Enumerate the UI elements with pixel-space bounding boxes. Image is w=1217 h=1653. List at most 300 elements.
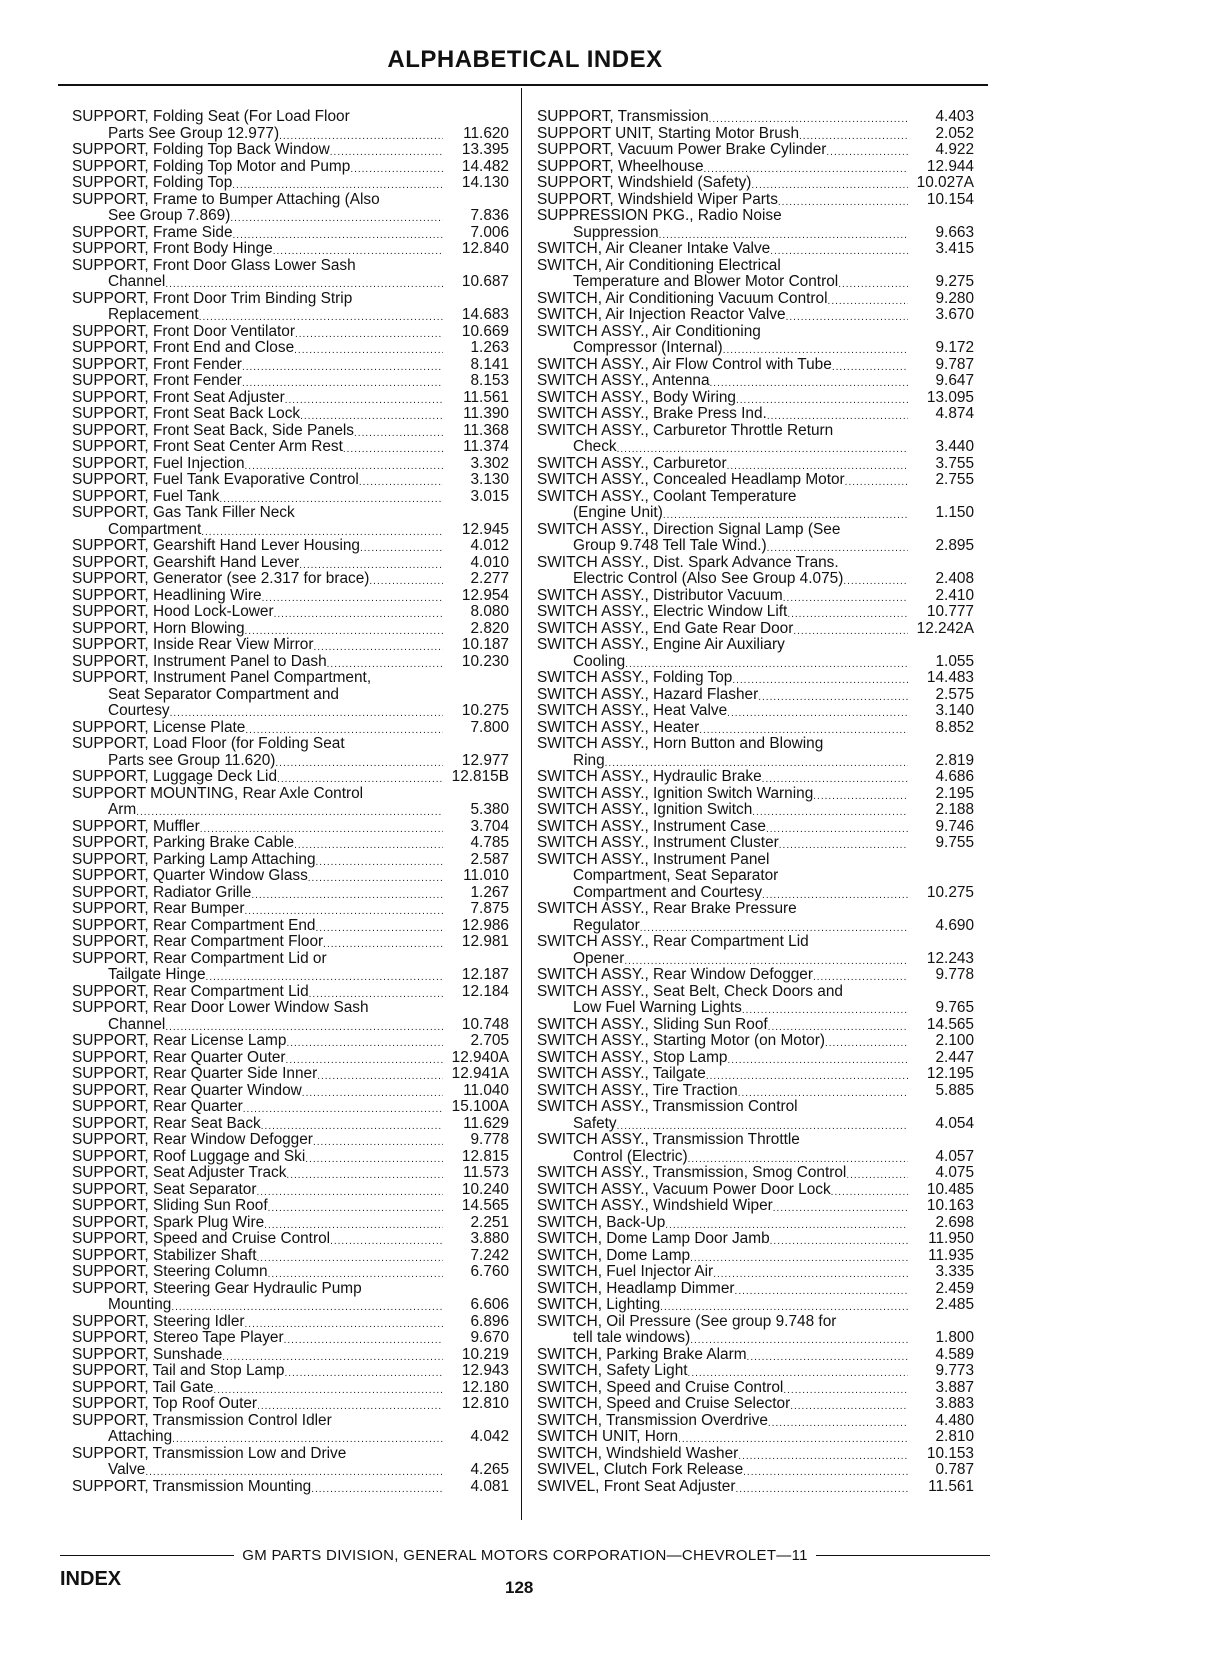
index-entry [537, 1479, 974, 1496]
dot-leader [343, 439, 443, 456]
index-entry-text: SUPPORT, Horn Blowing [72, 619, 245, 637]
index-entry-group-number: 4.686 [935, 768, 974, 785]
dot-leader [327, 654, 443, 671]
index-entry-group-number: 2.188 [935, 801, 974, 818]
index-entry [537, 1363, 974, 1380]
index-entry-group-number: 10.275 [461, 702, 509, 719]
index-entry [72, 423, 509, 440]
dot-leader [688, 1363, 908, 1380]
index-entry-group-number: 12.810 [461, 1395, 509, 1412]
index-entry-group-number: 7.006 [470, 223, 509, 241]
dot-leader [261, 1116, 443, 1133]
index-entry [537, 967, 974, 984]
index-entry [72, 1198, 509, 1215]
index-entry-text: SWITCH, Dome Lamp Door Jamb [537, 1230, 770, 1247]
index-entry-text: SWITCH, Air Injection Reactor Valve [537, 306, 786, 323]
index-entry-group-number: 12.944 [926, 157, 974, 175]
index-entry-group-number: 3.887 [935, 1378, 974, 1396]
index-entry-text: Cooling [573, 652, 626, 670]
dot-leader [778, 192, 908, 209]
index-entry-group-number: 10.153 [926, 1444, 974, 1462]
index-entry-text: SWITCH, Air Conditioning Electrical [537, 256, 781, 274]
index-entry-group-number: 14.130 [461, 174, 509, 191]
index-entry [72, 439, 509, 456]
index-entry-text: SWITCH ASSY., Body Wiring [537, 388, 736, 406]
index-entry-text: SUPPORT, Wheelhouse [537, 157, 704, 175]
index-entry-group-number: 10.777 [926, 603, 974, 620]
index-entry-text: SUPPORT, Stabilizer Shaft [72, 1246, 257, 1264]
index-entry-group-number: 10.187 [461, 636, 509, 653]
index-entry [537, 1050, 974, 1067]
index-entry-group-number: 2.100 [935, 1032, 974, 1049]
index-entry [537, 1165, 974, 1182]
index-entry [537, 868, 974, 885]
index-entry-text: Check [573, 438, 617, 455]
index-entry-text: SUPPORT, Front End and Close [72, 339, 295, 356]
dot-leader [330, 1231, 443, 1248]
dot-leader [813, 786, 908, 803]
index-entry [537, 1413, 974, 1430]
index-entry [537, 522, 974, 539]
index-entry-group-number: 14.483 [926, 669, 974, 686]
index-entry-group-number: 9.647 [935, 372, 974, 389]
footer-publisher: GM PARTS DIVISION, GENERAL MOTORS CORPORATION—CHEVROLET—11 [242, 1546, 808, 1564]
index-entry [537, 588, 974, 605]
index-entry [72, 654, 509, 671]
index-entry-group-number: 2.820 [470, 619, 509, 637]
index-entry-group-number: 3.880 [470, 1230, 509, 1247]
index-entry-group-number: 9.755 [935, 834, 974, 851]
index-entry-group-number: 3.440 [935, 438, 974, 455]
dot-leader [242, 373, 443, 390]
index-entry-group-number: 4.042 [470, 1428, 509, 1445]
index-entry-text: SUPPORT, Transmission Mounting [72, 1477, 312, 1495]
index-entry-text: Mounting [108, 1296, 172, 1313]
dot-leader [790, 1396, 908, 1413]
index-entry [72, 819, 509, 836]
index-entry-group-number: 8.141 [470, 355, 509, 373]
dot-leader [243, 1099, 443, 1116]
index-entry-text: SUPPORT, Front Fender [72, 372, 242, 389]
index-entry [537, 1429, 974, 1446]
index-entry-text: SWITCH ASSY., Folding Top [537, 669, 733, 686]
index-entry [72, 1330, 509, 1347]
index-entry-group-number: 10.027A [916, 174, 974, 191]
index-entry-text: SUPPORT, Folding Seat (For Load Floor [72, 109, 350, 125]
index-entry-group-number: 7.800 [470, 718, 509, 736]
dot-leader [145, 1462, 443, 1479]
index-entry-text: SUPPRESSION PKG., Radio Noise [537, 207, 782, 224]
dot-leader [786, 307, 908, 324]
index-entry [72, 918, 509, 935]
index-entry [537, 456, 974, 473]
index-entry [537, 1264, 974, 1281]
index-entry [537, 1396, 974, 1413]
section-label: INDEX [60, 1568, 122, 1590]
index-entry-text: Replacement [108, 306, 199, 323]
index-entry-group-number: 9.663 [935, 223, 974, 241]
dot-leader [710, 373, 908, 390]
dot-leader [846, 1165, 908, 1182]
index-entry-text: SUPPORT, Quarter Window Glass [72, 867, 308, 884]
dot-leader [832, 357, 908, 374]
dot-leader [743, 1462, 908, 1479]
index-entry-text: Safety [573, 1114, 617, 1132]
index-entry-group-number: 11.561 [928, 1477, 974, 1495]
dot-leader [768, 1017, 908, 1034]
index-entry-group-number: 10.219 [461, 1345, 509, 1363]
dot-leader [663, 505, 908, 522]
index-entry-group-number: 2.251 [470, 1213, 509, 1231]
index-entry [72, 340, 509, 357]
dot-leader [171, 1297, 443, 1314]
index-entry [72, 522, 509, 539]
dot-leader [369, 571, 443, 588]
index-entry-text: SUPPORT, License Plate [72, 718, 246, 736]
index-entry-group-number: 12.187 [461, 966, 509, 983]
index-entry-group-number: 5.885 [935, 1081, 974, 1099]
index-entry-text: SWITCH ASSY., End Gate Rear Door [537, 619, 794, 637]
index-entry [537, 241, 974, 258]
index-entry-group-number: 12.986 [461, 916, 509, 934]
index-entry-group-number: 12.242A [916, 619, 974, 637]
index-entry-text: SUPPORT, Folding Top Motor and Pump [72, 157, 351, 175]
index-entry-group-number: 6.606 [470, 1296, 509, 1313]
index-entry-text: SUPPORT, Muffler [72, 817, 200, 835]
dot-leader [294, 835, 443, 852]
index-entry [537, 934, 974, 951]
index-entry-text: SUPPORT, Windshield Wiper Parts [537, 190, 778, 208]
dot-leader [762, 885, 908, 902]
dot-leader [294, 340, 443, 357]
dot-leader [233, 225, 443, 242]
index-entry-text: SUPPORT, Sliding Sun Roof [72, 1197, 268, 1214]
index-entry-text: SWITCH ASSY., Horn Button and Blowing [537, 735, 824, 752]
index-entry-group-number: 11.573 [463, 1164, 509, 1181]
index-entry-group-number: 12.943 [461, 1362, 509, 1379]
index-entry [72, 241, 509, 258]
index-entry [537, 1000, 974, 1017]
index-entry-group-number: 12.815 [461, 1147, 509, 1165]
index-entry-text: SUPPORT, Fuel Tank [72, 487, 220, 505]
index-entry-text: tell tale windows) [573, 1329, 691, 1346]
index-entry-group-number: 9.765 [935, 999, 974, 1016]
index-entry-text: SWITCH, Headlamp Dimmer [537, 1279, 735, 1297]
index-entry-text: SUPPORT, Steering Gear Hydraulic Pump [72, 1279, 362, 1297]
index-entry-text: Electric Control (Also See Group 4.075) [573, 570, 844, 587]
dot-leader [838, 274, 908, 291]
index-entry-text: SWITCH ASSY., Stop Lamp [537, 1048, 728, 1066]
index-entry-text: SWITCH ASSY., Instrument Cluster [537, 834, 779, 851]
index-entry-text: SUPPORT, Load Floor (for Folding Seat [72, 735, 345, 752]
index-entry-text: SWITCH ASSY., Concealed Headlamp Motor [537, 471, 845, 488]
index-entry-text: SWITCH ASSY., Heat Valve [537, 702, 728, 719]
page-title: ALPHABETICAL INDEX [387, 46, 663, 73]
index-entry [537, 885, 974, 902]
index-entry-text: SWITCH ASSY., Vacuum Power Door Lock [537, 1180, 831, 1198]
index-entry-group-number: 11.935 [928, 1246, 974, 1264]
index-entry [72, 142, 509, 159]
index-entry-group-number: 11.040 [463, 1081, 509, 1099]
index-entry [72, 225, 509, 242]
dot-leader [751, 175, 908, 192]
index-entry [537, 258, 974, 275]
index-entry [72, 1248, 509, 1265]
index-entry-text: Courtesy [108, 702, 170, 719]
index-entry [72, 670, 509, 687]
index-entry-text: Compartment, Seat Separator [573, 867, 779, 884]
index-entry [537, 1248, 974, 1265]
index-entry [537, 654, 974, 671]
index-entry [537, 357, 974, 374]
dot-leader [735, 1281, 908, 1298]
index-entry-group-number: 4.480 [935, 1411, 974, 1429]
dot-leader [813, 967, 908, 984]
index-entry [537, 142, 974, 159]
dot-leader [359, 472, 443, 489]
index-entry-group-number: 9.778 [935, 966, 974, 983]
index-entry [537, 1198, 974, 1215]
index-entry-group-number: 4.010 [470, 553, 509, 571]
index-entry-text: SWITCH, Windshield Washer [537, 1444, 739, 1462]
index-entry-text: SUPPORT, Parking Lamp Attaching [72, 850, 316, 868]
dot-leader [302, 1083, 443, 1100]
index-entry [72, 1017, 509, 1034]
index-entry-group-number: 3.130 [470, 471, 509, 488]
dot-leader [799, 126, 908, 143]
dot-leader [727, 456, 908, 473]
index-entry [72, 390, 509, 407]
index-entry [72, 489, 509, 506]
dot-leader [330, 142, 443, 159]
dot-leader [704, 159, 908, 176]
index-entry-group-number: 3.415 [935, 240, 974, 257]
index-entry [537, 1380, 974, 1397]
index-entry-text: Compartment and Courtesy [573, 883, 763, 901]
dot-leader [360, 538, 443, 555]
index-entry [537, 1330, 974, 1347]
index-entry-group-number: 12.954 [461, 586, 509, 604]
index-entry [72, 852, 509, 869]
footer-publisher-line [60, 1545, 990, 1565]
index-entry-group-number: 2.587 [470, 850, 509, 868]
index-entry [72, 1314, 509, 1331]
dot-leader [831, 1182, 908, 1199]
index-entry-text: SWITCH, Safety Light [537, 1362, 688, 1379]
index-entry [72, 1132, 509, 1149]
index-entry-group-number: 4.057 [935, 1147, 974, 1165]
index-entry-group-number: 10.275 [926, 883, 974, 901]
index-entry-text: Seat Separator Compartment and [108, 685, 339, 703]
index-entry-group-number: 11.390 [463, 405, 509, 422]
dot-leader [640, 918, 908, 935]
dot-leader [350, 159, 443, 176]
index-entry-text: SUPPORT, Headlining Wire [72, 586, 262, 604]
index-entry-group-number: 15.100A [451, 1098, 509, 1115]
index-entry-text: SWITCH ASSY., Electric Window Lift [537, 603, 788, 620]
dot-leader [787, 604, 908, 621]
index-entry-group-number: 4.075 [935, 1164, 974, 1181]
dot-leader [665, 1215, 908, 1232]
index-entry-text: SUPPORT, Rear Door Lower Window Sash [72, 999, 369, 1016]
index-entry-group-number: 13.395 [461, 141, 509, 158]
index-entry [537, 1132, 974, 1149]
index-entry-text: SWITCH ASSY., Instrument Case [537, 817, 766, 835]
index-entry-group-number: 4.589 [935, 1345, 974, 1363]
index-entry-text: SUPPORT, Folding Top Back Window [72, 141, 330, 158]
index-entry-group-number: 3.140 [935, 702, 974, 719]
index-entry-group-number: 14.482 [461, 157, 509, 175]
dot-leader [713, 1264, 908, 1281]
dot-leader [727, 1050, 908, 1067]
index-entry-text: SWITCH ASSY., Tailgate [537, 1065, 706, 1082]
dot-leader [354, 423, 443, 440]
index-entry [72, 456, 509, 473]
index-entry-group-number: 8.852 [935, 718, 974, 736]
index-entry-group-number: 9.172 [935, 339, 974, 356]
dot-leader [201, 522, 443, 539]
index-entry [72, 1033, 509, 1050]
index-entry [537, 753, 974, 770]
index-entry [537, 835, 974, 852]
index-entry-text: SUPPORT, Rear Window Defogger [72, 1131, 313, 1148]
index-entry-group-number: 1.800 [935, 1329, 974, 1346]
dot-leader [736, 390, 908, 407]
index-entry-text: SWITCH ASSY., Carburetor [537, 454, 727, 472]
index-entry-text: SUPPORT, Rear Quarter Window [72, 1081, 302, 1099]
dot-leader [738, 1083, 908, 1100]
index-entry-group-number: 10.748 [461, 1015, 509, 1033]
dot-leader [268, 1264, 443, 1281]
index-entry-text: SUPPORT, Windshield (Safety) [537, 174, 752, 191]
index-entry-text: Regulator [573, 916, 640, 934]
page-number: 128 [505, 1578, 534, 1597]
index-entry [537, 555, 974, 572]
index-entry-text: SUPPORT, Luggage Deck Lid [72, 768, 278, 785]
index-entry [72, 258, 509, 275]
index-entry [537, 637, 974, 654]
index-entry [72, 1083, 509, 1100]
index-entry-text: SWITCH ASSY., Dist. Spark Advance Trans. [537, 553, 839, 571]
index-entry-text: Valve [108, 1461, 146, 1478]
index-entry-text: SWITCH, Fuel Injector Air [537, 1263, 714, 1280]
dot-leader [723, 340, 908, 357]
index-entry-text: SWITCH, Transmission Overdrive [537, 1411, 768, 1429]
index-entry [537, 1281, 974, 1298]
index-entry-text: SWITCH ASSY., Seat Belt, Check Doors and [537, 982, 843, 1000]
index-entry-text: SUPPORT, Rear Compartment Floor [72, 933, 324, 950]
index-entry-text: SWITCH ASSY., Starting Motor (on Motor) [537, 1032, 825, 1049]
index-entry-text: Compressor (Internal) [573, 339, 723, 356]
index-entry-text: Tailgate Hinge [108, 966, 206, 983]
index-entry [72, 109, 509, 126]
index-entry-text: SWITCH, Back-Up [537, 1213, 666, 1231]
index-entry [72, 687, 509, 704]
index-entry [72, 192, 509, 209]
dot-leader [727, 703, 908, 720]
index-entry-group-number: 9.773 [935, 1362, 974, 1379]
index-entry [72, 1479, 509, 1496]
index-entry [537, 670, 974, 687]
dot-leader [660, 1297, 908, 1314]
index-entry-text: SUPPORT, Gearshift Hand Lever Housing [72, 537, 360, 554]
index-entry [537, 1182, 974, 1199]
index-entry [72, 1429, 509, 1446]
dot-leader [295, 324, 443, 341]
index-entry [537, 918, 974, 935]
index-entry [72, 967, 509, 984]
index-entry [72, 1281, 509, 1298]
index-entry-group-number: 2.410 [935, 586, 974, 604]
index-entry [537, 1033, 974, 1050]
index-entry [72, 1215, 509, 1232]
index-entry [537, 505, 974, 522]
index-entry-group-number: 10.230 [461, 652, 509, 670]
dot-leader [767, 538, 908, 555]
dot-leader [219, 489, 443, 506]
dot-leader [230, 208, 443, 225]
index-entry [72, 835, 509, 852]
index-entry-text: SWITCH, Oil Pressure (See group 9.748 for [537, 1312, 837, 1330]
dot-leader [768, 1413, 908, 1430]
index-entry-text: SUPPORT, Frame Side [72, 223, 233, 241]
dot-leader [709, 109, 908, 126]
dot-leader [256, 1248, 443, 1265]
index-entry-text: SWIVEL, Front Seat Adjuster [537, 1477, 736, 1495]
index-entry-group-number: 14.565 [926, 1015, 974, 1033]
index-entry-group-number: 4.054 [935, 1114, 974, 1132]
index-entry [72, 406, 509, 423]
dot-leader [279, 126, 443, 143]
index-entry-text: SUPPORT, Parking Brake Cable [72, 834, 295, 851]
index-entry-group-number: 7.242 [470, 1246, 509, 1264]
index-entry-text: SWITCH ASSY., Transmission Control [537, 1098, 798, 1115]
index-entry-group-number: 10.163 [926, 1197, 974, 1214]
index-entry [72, 1396, 509, 1413]
index-entry-text: SUPPORT, Transmission [537, 109, 709, 125]
index-entry [72, 1099, 509, 1116]
index-entry-group-number: 8.153 [470, 372, 509, 389]
dot-leader [200, 819, 443, 836]
index-entry [537, 274, 974, 291]
dot-leader [845, 472, 908, 489]
dot-leader [245, 621, 444, 638]
dot-leader [284, 1363, 443, 1380]
dot-leader [274, 604, 443, 621]
dot-leader [767, 406, 908, 423]
dot-leader [309, 984, 443, 1001]
index-entry-text: See Group 7.869) [108, 207, 231, 224]
dot-leader [199, 307, 443, 324]
index-entry-text: SWITCH, Speed and Cruise Control [537, 1378, 784, 1396]
index-entry [537, 621, 974, 638]
index-entry [537, 1083, 974, 1100]
index-entry-text: SUPPORT, Steering Column [72, 1263, 268, 1280]
index-entry [72, 703, 509, 720]
dot-leader [738, 1446, 908, 1463]
index-entry-group-number: 1.263 [470, 339, 509, 356]
index-entry-group-number: 12.945 [461, 520, 509, 538]
index-entry [72, 159, 509, 176]
index-entry-text: SUPPORT, Transmission Low and Drive [72, 1444, 347, 1462]
index-entry [537, 225, 974, 242]
dot-leader [316, 918, 444, 935]
index-entry [537, 307, 974, 324]
dot-leader [825, 1033, 908, 1050]
index-entry [537, 720, 974, 737]
dot-leader [273, 241, 443, 258]
index-entry-group-number: 3.755 [935, 454, 974, 472]
